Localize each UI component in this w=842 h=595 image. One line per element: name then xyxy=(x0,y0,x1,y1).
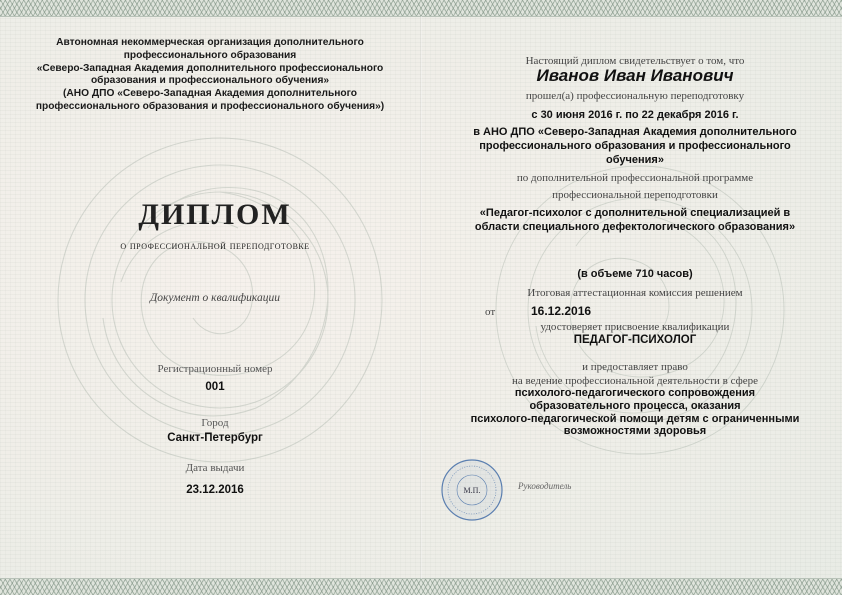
program-line: «Педагог-психолог с дополнительной специализацией в xyxy=(479,207,791,219)
seal-stamp-icon xyxy=(440,458,504,522)
academy-line: в АНО ДПО «Северо-Западная Академия дополнительного xyxy=(473,126,797,138)
activity-field xyxy=(440,387,830,438)
academy-line: профессионального образования и профессионального xyxy=(479,140,791,152)
signer-label: Руководитель xyxy=(518,481,572,491)
org-line: (АНО ДПО «Северо-Западная Академия дополнительного xyxy=(63,88,357,100)
program-label: по дополнительной профессиональной программе xyxy=(516,172,754,184)
diploma-title: ДИПЛОМ xyxy=(138,198,292,231)
org-line: «Северо-Западная Академия дополнительного профессионального xyxy=(36,62,384,74)
academy-line: обучения» xyxy=(606,154,664,166)
document-type-label: Документ о квалификации xyxy=(149,292,281,304)
diploma-subtitle: о профессиональной переподготовке xyxy=(120,240,310,252)
activity-line: психолого-педагогической помощи детям с ограниченными xyxy=(470,412,800,425)
issue-date-value: 23.12.2016 xyxy=(186,484,244,496)
holder-name: Иванов Иван Иванович xyxy=(536,66,734,85)
program-hours: (в объеме 710 часов) xyxy=(577,268,693,280)
org-line: Автономная некоммерческая организация дополнительного xyxy=(56,37,364,48)
activity-line: психолого-педагогического сопровождения xyxy=(514,387,756,399)
city-label: Город xyxy=(201,417,229,429)
program-label-2: профессиональной переподготовки xyxy=(552,189,718,201)
commission-text: Итоговая аттестационная комиссия решением xyxy=(527,287,743,299)
top-guilloche-border xyxy=(0,0,842,17)
rights-text: и предоставляет право xyxy=(582,361,688,373)
bottom-guilloche-border xyxy=(0,578,842,595)
registration-number-label: Регистрационный номер xyxy=(157,363,273,375)
decision-from-label: от xyxy=(485,306,496,318)
activity-line: образовательного процесса, оказания xyxy=(529,399,741,412)
passed-text: прошел(а) профессиональную переподготовку xyxy=(525,90,745,102)
org-line: образования и профессионального обучения» xyxy=(90,75,330,87)
issue-date-label: Дата выдачи xyxy=(185,462,245,474)
intro-text: Настоящий диплом свидетельствует о том, что xyxy=(525,55,745,67)
certifies-text: удостоверяет присвоение квалификации xyxy=(540,321,730,333)
stamp-label: М.П. xyxy=(463,486,481,495)
org-line: профессионального образования xyxy=(123,49,297,61)
registration-number-value: 001 xyxy=(205,381,225,393)
issuing-organization xyxy=(20,37,400,114)
training-period: с 30 июня 2016 г. по 22 декабря 2016 г. xyxy=(531,109,739,121)
qualification-value: ПЕДАГОГ-ПСИХОЛОГ xyxy=(573,334,697,346)
org-line: профессионального образования и профессионального обучения») xyxy=(35,100,385,112)
activity-label: на ведение профессиональной деятельности в сфере xyxy=(511,375,759,387)
city-value: Санкт-Петербург xyxy=(167,432,263,444)
academy-name xyxy=(440,125,830,167)
activity-line: возможностями здоровья xyxy=(563,425,707,438)
center-fold xyxy=(420,16,422,579)
program-name xyxy=(440,207,830,234)
program-line: области специального дефектологического образования» xyxy=(474,220,796,233)
decision-date: 16.12.2016 xyxy=(531,304,592,318)
